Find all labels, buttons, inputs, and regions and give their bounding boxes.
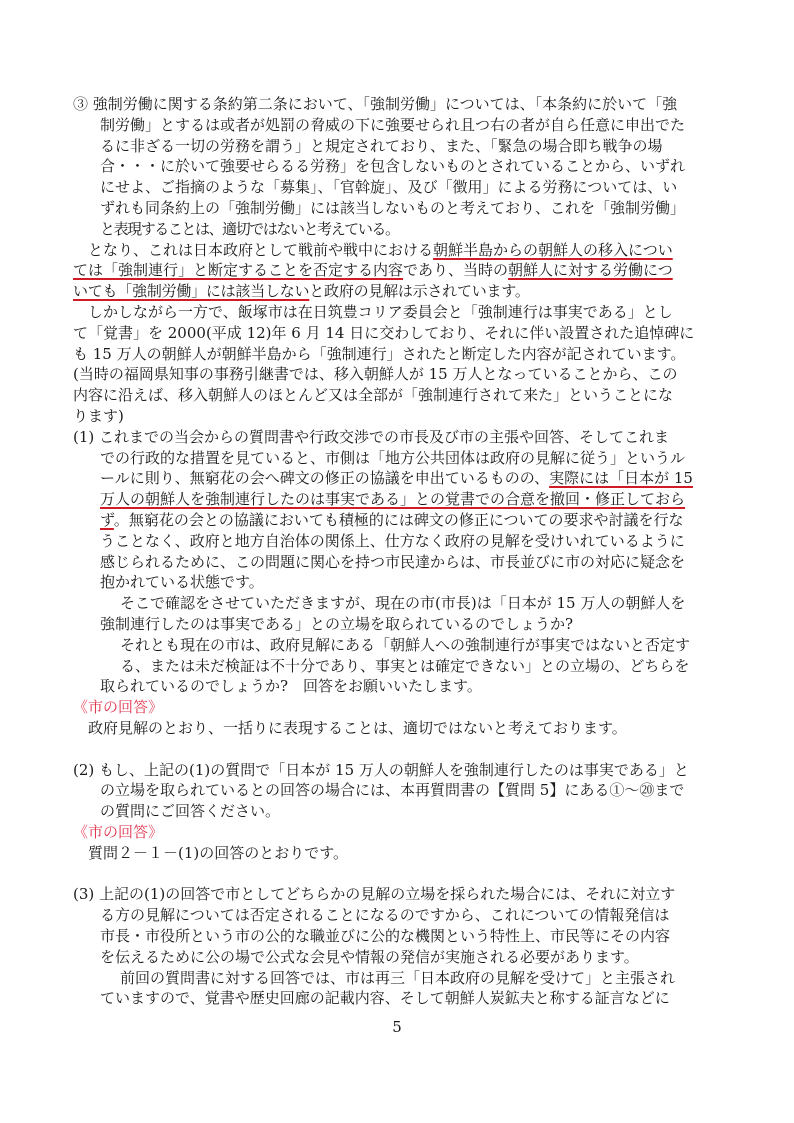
text-line bbox=[100, 115, 726, 136]
text-segment: しかしながら一方で、飯塚市は在日筑豊コリア委員会と「強制連行は事実である」とし bbox=[88, 303, 673, 321]
text-segment: (1) これまでの当会からの質問書や行政交渉での市長及び市の主張や回答、そしてこれま bbox=[73, 427, 670, 446]
answer-heading: 《市の回答》 bbox=[73, 698, 164, 717]
text-segment: 内容に沿えば、移入朝鮮人のほとんど又は全部が「強制連行されて来た」ということにな bbox=[73, 386, 674, 405]
text-segment: であり、当時の bbox=[403, 261, 509, 280]
text-line bbox=[73, 344, 726, 365]
text-line bbox=[73, 323, 726, 344]
text-segment: る、または未だ検証は不十分であり、事実とは確定できない」との立場の、どちらを bbox=[120, 656, 690, 675]
text-segment: 感じられるために、この問題に関心を持つ市民達からは、市長並びに市の対応に疑念を bbox=[100, 552, 686, 571]
text-segment: と表現することは、適切ではないと考えている。 bbox=[100, 219, 399, 238]
text-line bbox=[100, 489, 726, 510]
text-segment: を伝えるために公の場で公式な会見や情報の発信が実施される必要があります。 bbox=[100, 947, 639, 966]
text-segment: 強制連行したのは事実である」との立場を取られているのでしょうか? bbox=[100, 615, 574, 633]
text-line bbox=[88, 302, 726, 323]
text-line bbox=[100, 136, 668, 157]
text-segment: うことなく、政府と地方自治体の関係上、仕方なく政府の見解を受けいれているように bbox=[100, 531, 685, 550]
text-segment: 市長・市役所という市の公的な職並びに公的な機関という特性上、市民等にその内容 bbox=[100, 927, 671, 945]
text-segment: るに非ざる一切の労務を謂う」と規定されており、また、「緊急の場合即ち戦争の場 bbox=[100, 136, 663, 155]
underlined-text: いても「強制労働」には該当しない bbox=[73, 282, 310, 301]
text-line bbox=[100, 801, 330, 822]
text-segment: 取られているのでしょうか? 回答をお願いいたします。 bbox=[100, 677, 482, 696]
text-line bbox=[73, 281, 530, 302]
text-line bbox=[100, 947, 690, 968]
text-segment: 前回の質問書に対する回答では、市は再三「日本政府の見解を受けて」と主張され bbox=[120, 968, 676, 987]
text-segment: 質問２－１－(1)の回答のとおりです。 bbox=[88, 843, 349, 862]
text-segment: 制労働」とするは或者が処罰の脅威の下に強要せられ且つ右の者が自ら任意に申出でた bbox=[100, 115, 686, 134]
text-segment: ずれも同条約上の「強制労働」には該当しないものと考えており、これを「強制労働」 bbox=[100, 199, 686, 217]
text-line bbox=[73, 94, 726, 115]
text-segment: (3) 上記の(1)の回答で市としてどちらかの見解の立場を採られた場合には、それに対立す bbox=[73, 885, 676, 904]
text-segment: 合・・・に於いて強要せらるる労務」を包含しないものとされていることから、いずれ bbox=[100, 157, 686, 176]
text-line bbox=[120, 968, 726, 989]
text-line bbox=[100, 531, 726, 552]
text-segment: (2) もし、上記の(1)の質問で「日本が 15 万人の朝鮮人を強制連行したのは事実である」と bbox=[73, 760, 689, 779]
text-line bbox=[100, 156, 726, 177]
underlined-text: ては「強制連行」と断定することを否定する内容 bbox=[73, 261, 404, 280]
text-segment: そこで確認をさせていただきますが、現在の市(市長)は「日本が 15 万人の朝鮮人を bbox=[120, 594, 686, 613]
text-line bbox=[73, 884, 726, 905]
text-line bbox=[100, 905, 726, 926]
underlined-text: 実際には「日本が 15 bbox=[549, 469, 693, 488]
text-line bbox=[100, 572, 320, 593]
underlined-text: 朝鮮人に対する労働につ bbox=[508, 261, 673, 280]
text-line bbox=[100, 552, 726, 573]
text-segment: での行政的な措置を見ていると、市側は「地方公共団体は政府の見解に従う」というル bbox=[100, 448, 686, 467]
text-segment: 抱かれている状態です。 bbox=[100, 573, 264, 592]
text-segment: ③ 強制労働に関する条約第二条において、「強制労働」については、「本条約に於いて「強 bbox=[73, 95, 678, 113]
text-line bbox=[88, 240, 726, 261]
text-segment: ールに則り、無窮花の会へ碑文の修正の協議を申出ているものの、 bbox=[100, 469, 550, 488]
text-segment: と政府の見解は示されています。 bbox=[309, 282, 530, 301]
text-segment: る方の見解については否定されることになるのですから、これについての情報発信は bbox=[100, 906, 670, 925]
text-segment: ていますので、覚書や歴史回廊の記載内容、そして朝鮮人炭鉱夫と称する証言などに bbox=[100, 989, 670, 1008]
text-line bbox=[100, 468, 726, 489]
text-line bbox=[100, 676, 555, 697]
text-line bbox=[100, 926, 726, 947]
text-segment: 。無窮花の会との協議においても積極的には碑文の修正についての要求や討議を行な bbox=[113, 511, 684, 529]
text-line bbox=[88, 843, 400, 864]
text-segment: (当時の福岡県知事の事務引継書では、移入朝鮮人が 15 万人となっていることから、この bbox=[73, 365, 678, 384]
underlined-text: ず bbox=[100, 511, 114, 529]
text-line bbox=[73, 822, 175, 843]
text-line bbox=[100, 780, 726, 801]
text-segment: の質問にご回答ください。 bbox=[100, 802, 281, 821]
text-segment: も 15 万人の朝鮮人が朝鮮半島から「強制連行」されたと断定した内容が記されています。 bbox=[73, 344, 686, 363]
text-line bbox=[73, 385, 726, 406]
text-segment: の立場を取られているとの回答の場合には、本再質問書の【質問 5】にある①～⑳まで bbox=[100, 781, 685, 800]
text-line bbox=[73, 427, 726, 448]
text-segment: それとも現在の市は、政府見解にある「朝鮮人への強制連行が事実ではないと否定す bbox=[120, 635, 691, 654]
text-line bbox=[120, 656, 726, 677]
answer-heading: 《市の回答》 bbox=[73, 823, 164, 841]
text-line bbox=[100, 177, 726, 198]
text-segment: て「覚書」を 2000(平成 12)年 6 月 14 日に交わしており、それに伴い設置された追悼碑に bbox=[73, 323, 695, 342]
text-segment: にせよ、ご指摘のような「募集」、「官斡旋」、及び「徴用」による労務については、い bbox=[100, 178, 678, 197]
text-segment: 政府見解のとおり、一括りに表現することは、適切ではないと考えております。 bbox=[88, 719, 627, 737]
text-line bbox=[73, 364, 726, 385]
text-segment: ります) bbox=[73, 407, 124, 425]
text-line bbox=[100, 510, 726, 531]
text-line bbox=[100, 219, 400, 240]
text-segment: となり、これは日本政府として戦前や戦中における bbox=[88, 240, 434, 259]
text-line bbox=[100, 198, 726, 219]
text-line bbox=[73, 760, 726, 781]
text-line bbox=[73, 406, 150, 427]
text-line bbox=[100, 448, 726, 469]
text-line bbox=[120, 593, 726, 614]
text-line bbox=[100, 988, 726, 1009]
page-number: 5 bbox=[392, 1018, 402, 1036]
underlined-text: 朝鮮半島からの朝鮮人の移入につい bbox=[433, 240, 673, 259]
text-line bbox=[73, 260, 726, 281]
text-line bbox=[120, 635, 726, 656]
underlined-text: 万人の朝鮮人を強制連行したのは事実である」との覚書での合意を撤回・修正しておら bbox=[100, 490, 686, 509]
text-line bbox=[100, 614, 580, 635]
text-line bbox=[73, 697, 175, 718]
text-line bbox=[88, 718, 660, 739]
